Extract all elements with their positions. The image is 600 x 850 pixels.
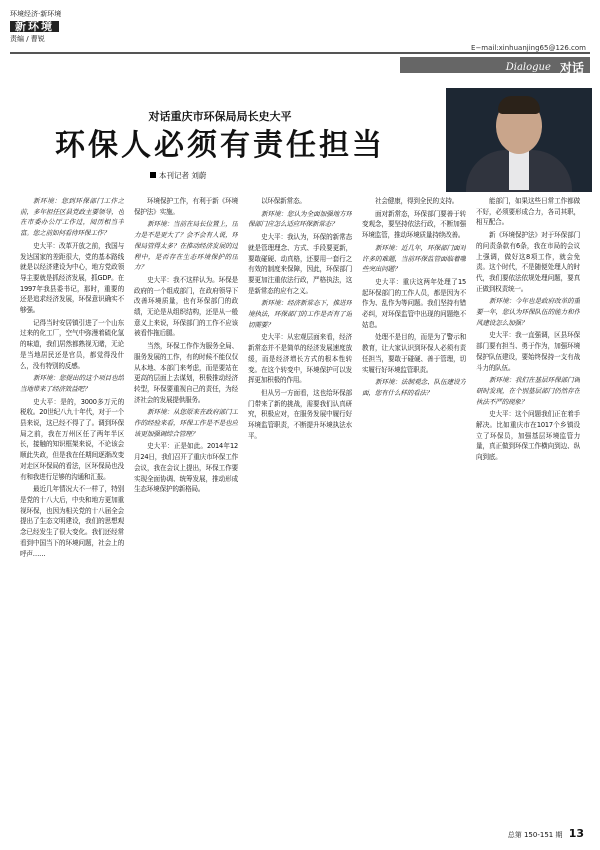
interview-answer: 史大平：正是如此。2014年12月24日，我们召开了重庆市环保工作会议，我在会议上提出，环保工作要实现全面协调、统筹发展，推动形成生态环境保护的新格局。 [134,442,238,494]
byline-square-icon [150,172,156,178]
interview-answer: 以环保新常态。 [261,197,306,205]
interview-answer: 社会健康，得到全民的支持。 [375,197,459,205]
section-banner [400,57,590,73]
text-column-1 [20,196,124,814]
portrait-photo [446,88,592,192]
banner-english: Dialogue [505,62,551,73]
interview-answer: 但从另一方面看，这也给环保部门带来了新的挑战，需要我们认真研究，积极应对，在服务发展中履行好环境监管职责，不断提升环境执法水平。 [248,388,352,440]
interview-question: 新环境：您到环保部门工作之前，多年担任区县党政主要领导，也在市委办公厅工作过，阅历相当丰富。您之前如何看待环保工作？ [20,197,124,238]
interview-answer: 史大平：是的，3000多万元的税收。20世纪八九十年代，对于一个县来说，这已经不得了了。调到环保局之前，我在万州区任了两年半区长，接触的知识框架来说，不论该会顺此失政，但是我在任期间逐渐改变对走区环保局的看法，区环保局也没有和我进行足够的沟通和汇报。 [20,397,124,481]
article-title: 环保人必须有责任担当 [55,128,385,163]
byline-text: 本刊记者 刘蔚 [159,171,207,180]
interview-question: 新环境：经济新常态下，推进环境执法，环保部门的工作是否有了迫切需要？ [248,299,352,329]
header-rule [10,52,590,54]
page-footer [508,827,584,840]
interview-answer: 史大平：改革开放之前，我国与发达国家的差距很大，党的基本路线就是以经济建设为中心，地方党政领导主要就是抓经济发展，抓GDP。在1997年我县委书记，那时，重要的还是追求经济发展，环保意识确实不够强。 [20,241,124,315]
interview-answer: 新《环境保护法》对于环保部门的问责条款有6条，我在市局的会议上强调，做好这8项工作，就会免责。这个时代，不是随便处理人的时代，我们要依法依规处理问题，要真正做到权责统一。 [476,231,580,293]
interview-answer: 当然，环保工作作为服务全局、服务发展的工作，有的时候不能仅仅从本地、本部门来考虑，而是要站在更高的层面上去谋划，积极推动经济转型，环保要重视自己的责任，为经济社会的发展提供服务。 [134,342,238,404]
section-label: 环境经济·新环境 [10,10,62,18]
interview-question: 新环境：您认为全面加强地方环保部门应怎么适应环保新常态？ [248,209,352,229]
interview-answer: 史大平：重庆这两年处理了15起环保部门的工作人员，都是因为不作为、乱作为等问题。我们坚持有错必纠，对环保监管中出现的问题绝不姑息。 [362,277,466,329]
interview-question: 新环境：您提出的这个项目也给当地带来了经济效益吧？ [20,374,124,393]
photo-hair [498,96,540,114]
page-number: 13 [568,827,584,840]
issue-number: 总第 150-151 期 [507,831,563,839]
interview-answer: 史大平：我一直强调，区县环保部门要有担当、勇于作为，加强环境保护队伍建设，要始终保持一支有战斗力的队伍。 [476,331,580,372]
interview-answer: 史大平：我认为，环保的新常态就是管理理念、方式、手段要更新，要敢碰硬、动真格，还要用一套行之有效的制度来保障，因此，环保部门要更加注重依法行政，严格执法，这是新常态的应有之义。 [248,233,352,295]
interview-answer: 能部门，如果这些日常工作都做不好，必须要形成合力，各司其职，相互配合。 [476,197,580,227]
text-column-2 [134,196,238,814]
interview-question: 新环境：我们在基层环保部门调研时发现，在个别基层部门仍然存在执法不严的现象？ [476,376,580,406]
interview-answer: 环境保护工作，有利于新《环境保护法》实施。 [134,197,238,216]
article-subtitle: 对话重庆市环保局局长史大平 [148,110,292,123]
text-column-4 [362,196,466,814]
editor-credit: 责编 / 曹锐 [10,35,45,43]
interview-answer: 史大平：从宏观层面来看，经济新常态并不是简单的经济发展速度放缓，而是经济增长方式的根本性转变。在这个转变中，环境保护可以发挥更加积极的作用。 [248,333,352,385]
interview-question: 新环境：今年也是政府改革的重要一年，您认为环保队伍的能力和作风建设怎么加强？ [476,297,580,327]
header-email: E−mail:xinhuanjing65@126.com [471,44,586,52]
interview-answer: 记得当时安居镇引进了一个山东过来的化工厂，空气中弥漫着硫化氢的味道，我们居然都熟视无睹，无论是当地居民还是官员，都觉得没什么，没有特别的反感。 [20,318,124,370]
interview-question: 新环境：当前在局长位置上，压力是不是更大了？会不会有人说，环保局管得太多？在推动经济发展的过程中，是否存在生态环境保护的压力？ [134,220,238,272]
header-left [10,10,110,44]
interview-answer: 史大平：我不这样认为。环保是政府的一个组成部门，在政府领导下改善环境质量，也有环保部门的政绩，无论是从组织结构，还是从一般意义上来说，环保部门的工作不应该被看作拖后腿。 [134,275,238,338]
byline [150,170,206,181]
interview-question: 新环境：法制观念、队伍建设方面，您有什么样的看法？ [362,378,466,397]
interview-answer: 史大平：这个问题我们正在着手解决。比如重庆市在1017个乡镇设立了环保员，加强基层环境监管力量，真正做到环保工作横向到边、纵向到底。 [476,410,580,462]
interview-answer: 最近几年情况大不一样了，特别是党的十八大后，中央和地方更加重视环保，也因为相关党的十八届全会提出了生态文明建设，我们的思想观念已经发生了很大变化。我们还经常看到中国当下的环境问题，社会上的呼声…… [20,485,124,558]
interview-question: 新环境：从您原来在政府部门工作的经验来看，环保工作是不是也应该更加强调综合管理？ [134,408,238,438]
text-column-5 [476,196,580,814]
magazine-logo: 新环境 [10,21,59,32]
text-column-3 [248,196,352,814]
photo-shirt [509,150,529,190]
interview-answer: 面对新常态，环保部门要善于转变观念，要坚持依法行政，不断加强环境监管，推动环境质量持续改善。 [362,209,466,240]
banner-chinese: 对话 [559,61,584,75]
interview-answer: 处理不是目的，而是为了警示和教育，让大家认识到环保人必须有责任担当，要敢于碰硬、善于管理，切实履行好环境监管职责。 [362,333,466,374]
interview-question: 新环境：近几年，环保部门面对许多的难题，当前环保监管面临着哪些突出问题？ [362,243,466,274]
